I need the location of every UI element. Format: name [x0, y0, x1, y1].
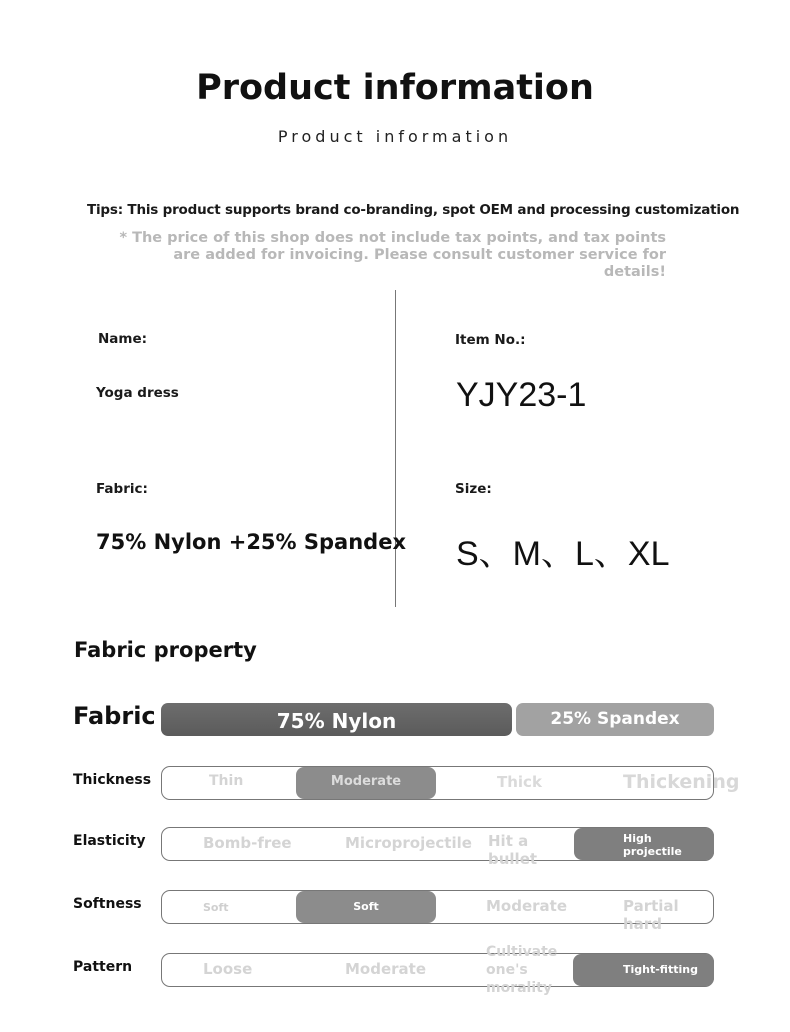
fabric-value: 75% Nylon +25% Spandex — [96, 530, 406, 554]
tax-note: * The price of this shop does not include tax points, and tax points are added for invoicing. Please consult customer service for details! — [119, 230, 666, 280]
name-label: Name: — [98, 331, 148, 347]
elasticity-option-high-projectile: High projectile — [574, 828, 714, 860]
pattern-option-cultivate: Cultivate one's morality — [486, 944, 558, 996]
info-divider — [395, 290, 396, 607]
elasticity-label: Elasticity — [73, 833, 146, 849]
fabric-property-title: Fabric property — [74, 638, 257, 662]
nylon-bar: 75% Nylon — [161, 703, 512, 736]
elasticity-option-bomb-free: Bomb-free — [203, 834, 292, 852]
size-value: S、M、L、XL — [456, 535, 670, 573]
tips-text: Tips: This product supports brand co-branding, spot OEM and processing customization — [87, 202, 740, 218]
softness-option-moderate: Moderate — [486, 897, 568, 915]
thickness-option-moderate: Moderate — [296, 767, 436, 799]
fabric-row-label: Fabric — [73, 702, 156, 730]
softness-option-soft-1: Soft — [203, 901, 229, 914]
softness-option-partial-hard: Partial hard — [623, 897, 679, 933]
elasticity-option-hit-a-bullet: Hit a bullet — [488, 832, 538, 868]
softness-option-soft-2: Soft — [296, 891, 436, 923]
pattern-label: Pattern — [73, 959, 133, 975]
thickness-label: Thickness — [73, 772, 152, 788]
pattern-option-tight-fitting: Tight-fitting — [573, 954, 714, 986]
thickness-option-thick: Thick — [497, 773, 542, 791]
spandex-bar: 25% Spandex — [516, 703, 714, 736]
softness-label: Softness — [73, 896, 142, 912]
elasticity-track — [161, 827, 714, 868]
pattern-option-loose: Loose — [203, 960, 253, 978]
fabric-label: Fabric: — [96, 481, 148, 497]
thickness-option-thin: Thin — [209, 773, 244, 789]
size-label: Size: — [455, 481, 492, 497]
pattern-option-moderate: Moderate — [345, 960, 427, 978]
thickness-option-thickening: Thickening — [623, 771, 740, 793]
item-no-value: YJY23-1 — [456, 376, 587, 414]
elasticity-option-microprojectile: Microprojectile — [345, 834, 472, 852]
item-no-label: Item No.: — [455, 332, 526, 348]
softness-track — [161, 890, 714, 933]
thickness-track — [161, 766, 740, 800]
name-value: Yoga dress — [96, 385, 179, 401]
page-title: Product information — [196, 68, 594, 108]
pattern-track — [161, 944, 714, 996]
page-subtitle: Product information — [277, 127, 513, 146]
